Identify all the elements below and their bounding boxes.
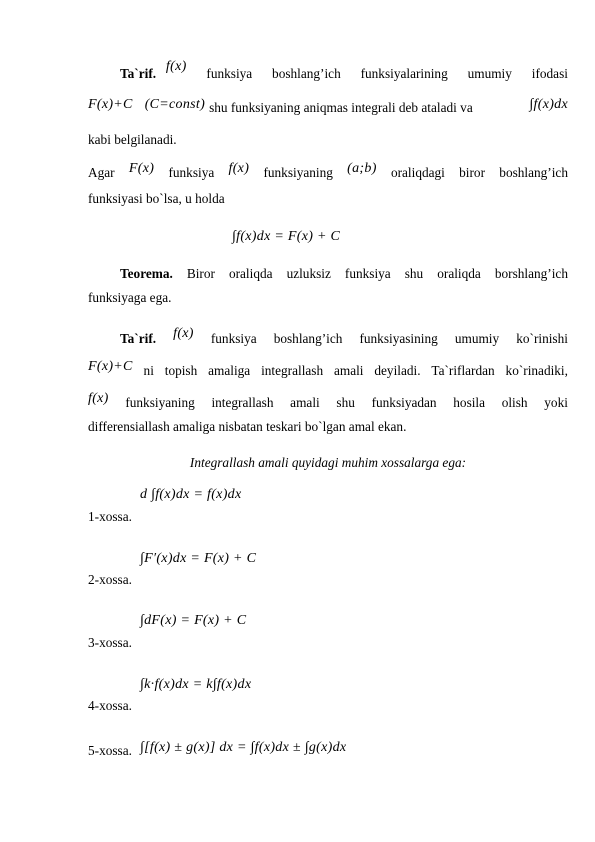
def2-line1	[120, 326, 568, 350]
property-label: 2-xossa.	[88, 572, 132, 587]
agar-word: biror	[459, 165, 486, 180]
theorem-term: Teorema.	[120, 266, 173, 281]
property-label: 3-xossa.	[88, 635, 132, 650]
def1-word: ifodasi	[531, 66, 568, 81]
def2-line2	[88, 361, 568, 382]
theorem-word: oraliqda	[228, 266, 273, 281]
property-label: 1-xossa.	[88, 509, 132, 524]
def1-word: boshlang’ich	[272, 66, 341, 81]
def1-expr: F(x)+C	[88, 97, 133, 112]
def1-cond: (C=const)	[144, 97, 206, 112]
def2-word: ko`rinadiki,	[505, 363, 568, 378]
agar-formula	[232, 226, 595, 247]
theorem-line1	[120, 264, 568, 284]
def2-term: Ta`rif.	[120, 331, 157, 346]
def2-word: hosila	[453, 395, 486, 410]
theorem-line2: funksiyaga ega.	[88, 290, 172, 305]
agar-interval: (a;b)	[347, 161, 377, 176]
def2-word: topish	[164, 363, 198, 378]
def2-word: integrallash	[261, 363, 324, 378]
property-label: 5-xossa.	[88, 743, 132, 758]
agar-word: oraliqdagi	[390, 165, 445, 180]
def2-word: funksiyasining	[359, 331, 438, 346]
agar-word: boshlang’ich	[499, 165, 568, 180]
def2-line4: differensiallash amaliga nisbatan teskari bo`lgan amal ekan.	[88, 419, 407, 434]
theorem-word: funksiya	[344, 266, 391, 281]
agar-F: F(x)	[128, 161, 155, 176]
def2-word: ni	[143, 363, 154, 378]
def1-text: shu funksiyaning aniqmas integrali deb ataladi va	[209, 100, 473, 115]
theorem-word: oraliqda	[437, 266, 481, 281]
property-formula: ∫dF(x) = F(x) + C	[140, 613, 247, 628]
agar-line1	[88, 163, 568, 184]
agar-f: f(x)	[228, 161, 250, 176]
def2-word: yoki	[544, 395, 568, 410]
def2-word: deyiladi.	[374, 363, 421, 378]
property-formula: d ∫f(x)dx = f(x)dx	[140, 487, 242, 502]
def2-word: funksiyadan	[371, 395, 437, 410]
theorem-word: Biror	[186, 266, 215, 281]
property-formula: ∫[f(x) ± g(x)] dx = ∫f(x)dx ± ∫g(x)dx	[140, 740, 347, 755]
agar-line2: funksiyasi bo`lsa, u holda	[88, 191, 225, 206]
def2-line3	[88, 393, 568, 414]
property-formula: ∫k·f(x)dx = k∫f(x)dx	[140, 677, 252, 692]
property-label: 4-xossa.	[88, 698, 132, 713]
agar-word: Agar	[88, 165, 115, 180]
def2-word: amaliga	[208, 363, 251, 378]
def2-word: amali	[290, 395, 320, 410]
properties-heading: Integrallash amali quyidagi muhim xossalarga ega:	[189, 455, 467, 470]
def2-word: amali	[333, 363, 364, 378]
agar-word: funksiya	[168, 165, 215, 180]
def2-word: ko`rinishi	[516, 331, 568, 346]
property-formula: ∫F′(x)dx = F(x) + C	[140, 551, 257, 566]
def2-word: funksiyaning	[125, 395, 195, 410]
def2-expr: F(x)+C	[88, 359, 133, 374]
def2-word: integrallash	[211, 395, 274, 410]
def1-f: f(x)	[165, 59, 187, 74]
def2-word: shu	[336, 395, 355, 410]
theorem-word: shu	[404, 266, 424, 281]
theorem-word: uzluksiz	[286, 266, 331, 281]
indefinite-integral-formula: ∫f(x)dx = F(x) + C	[232, 229, 341, 244]
def2-word: umumiy	[454, 331, 500, 346]
def2-word: boshlang’ich	[273, 331, 343, 346]
def2-word: funksiya	[210, 331, 257, 346]
def1-word: funksiyalarining	[360, 66, 448, 81]
def2-f2: f(x)	[88, 391, 109, 406]
def1-term: Ta`rif.	[120, 66, 157, 81]
agar-word: funksiyaning	[263, 165, 333, 180]
def2-word: olish	[501, 395, 528, 410]
def1-line3: kabi belgilanadi.	[88, 132, 177, 147]
def1-line2	[88, 98, 568, 119]
theorem-word: borshlang’ich	[494, 266, 568, 281]
def1-line1	[120, 59, 568, 85]
def2-f: f(x)	[173, 326, 194, 341]
def1-word: umumiy	[467, 66, 512, 81]
def2-word: Ta`riflardan	[431, 363, 495, 378]
def1-integral: ∫f(x)dx	[529, 97, 568, 112]
def1-word: funksiya	[206, 66, 253, 81]
